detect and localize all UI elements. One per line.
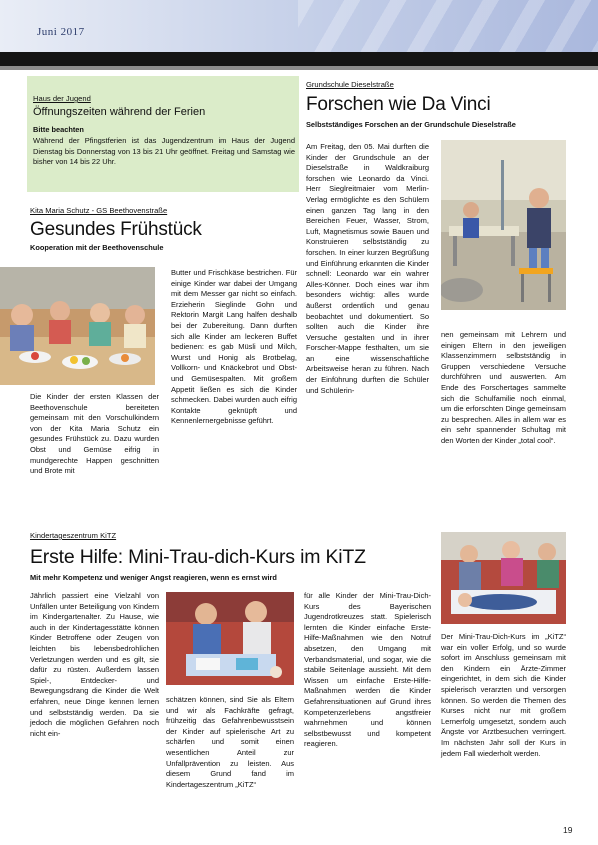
science-class-photo xyxy=(441,140,566,310)
header-grey-band xyxy=(0,66,598,70)
info-title: Öffnungszeiten während der Ferien xyxy=(33,106,206,118)
erstehilfe-col-4: Der Mini-Trau-Dich-Kurs im „KiTZ“ war ein voller Erfolg, und so wurde sofort im Anschluss gemeinsam mit den Kindern ein Ärzte-Zimmer eingerichtet, in dem sich die Kinder spielerisch verarzten und versorgen können. So werden die Themen des Kurses nicht nur mit großem Lernerfolg umgesetzt, sondern auch Ängste vor Arztbesuchen verringert. Im nächsten Jahr soll der Kurs in jedem Fall wiederholt werden. xyxy=(441,632,566,758)
fruehstueck-title: Gesundes Frühstück xyxy=(30,219,202,240)
first-aid-photo-2 xyxy=(441,532,566,624)
fruehstueck-col-1: Die Kinder der ersten Klassen der Beethovenschule bereiteten gemeinsam mit den Vorschulkindern von der Kita Maria Schutz ein gesundes Frühstück zu. Dazu wurden Obst und Gemüse eifrig in mundgerechte Happen geschnitten und Brote mit xyxy=(30,392,159,476)
first-aid-photo-1 xyxy=(166,592,294,685)
header-black-band xyxy=(0,52,598,66)
davinci-col-1: Am Freitag, den 05. Mai durften die Kinder der Grundschule an der Dieselstraße in Waldkraiburg forschen wie Leonardo da Vinci. Herr Sieglreitmaier vom Merlin-Verlag ermöglichte es den Schülern einen ganzen Tag lang in den Bereichen Feuer, Wasser, Strom, Luft, Magnetismus sowie Bauen und Konstruieren selbstständig zu forschen. In einer kurzen Begrüßung und Einführung erkannten die Kinder schnell: Leonardo war ein wahrer Alles-Könner. Doch eines war ihm besonders wichtig: alles wurde äußerst ordentlich und genau beobachtet und dokumentiert. So sollten auch die Kinder ihre Versuche gestalten und in ihrer Forscher-Mappe festhalten, um sie an eine wissenschaftliche Arbeitsweise heran zu führen. Nach der Einführung durften die Schüler und Schülerin- xyxy=(306,142,429,395)
fruehstueck-kicker: Kita Maria Schutz - GS Beethovenstraße xyxy=(30,206,168,215)
issue-date: Juni 2017 xyxy=(37,26,85,38)
page-number: 19 xyxy=(563,825,573,835)
fruehstueck-subtitle: Kooperation mit der Beethovenschule xyxy=(30,243,164,252)
info-subtitle: Bitte beachten xyxy=(33,125,84,134)
info-kicker: Haus der Jugend xyxy=(33,94,91,103)
erstehilfe-col-1: Jährlich passiert eine Vielzahl von Unfällen unter Beteiligung von Kindern im Kindergartenalter. Zu Hause, wie auch in der Kindertagesstätte können Kinder Betroffene oder Zeugen von leichten bis lebensbedrohlichen Verletzungen werden und es gilt, sie dafür zu rüsten. Außerdem lassen Spiel-, Entdecker- und Bewegungsdrang die Kinder die Welt erfahren, neue Dinge kennen lernen und selbstständig werden. Da sie jedoch die möglichen Gefahren noch nicht ein- xyxy=(30,591,159,738)
erstehilfe-title: Erste Hilfe: Mini-Trau-dich-Kurs im KiTZ xyxy=(30,546,366,568)
info-body: Während der Pfingstferien ist das Jugendzentrum im Haus der Jugend Dienstag bis Donnerstag von 13 bis 21 Uhr geöffnet. Freitag und Samstag wie bisher von 14 bis 22 Uhr. xyxy=(33,136,295,167)
davinci-subtitle: Selbstständiges Forschen an der Grundschule Dieselstraße xyxy=(306,120,516,129)
breakfast-photo xyxy=(0,267,155,385)
header-decoration xyxy=(298,0,598,52)
erstehilfe-subtitle: Mit mehr Kompetenz und weniger Angst reagieren, wenn es ernst wird xyxy=(30,573,277,582)
fruehstueck-col-2: Butter und Frischkäse bestrichen. Für einige Kinder war dabei der Umgang mit dem Messer gar nicht so einfach. Erzieherin Sieglinde Gohn und Rektorin Margit Lang halfen deshalb bei der Zubereitung. Dann durften sich alle Kinder am leckeren Buffet bedienen: es gab Müsli und Milch, Wurst und Honig als Brotbelag, Vollkorn- und Knäckebrot und Obst- und Gemüsespalten. Mit großem Appetit ließen es sich die Kinder schmecken. Dabei wurden auch eifrig Kontakte geknüpft und Kennenlernergebnisse geführt. xyxy=(171,268,297,426)
erstehilfe-col-2: schätzen können, sind Sie als Eltern und wir als Fachkräfte gefragt, frühzeitig das Gefahrenbewusstsein der Kinder auf spielerische Art zu schärfen und somit einen wesentlichen Anteil zur Unfallprävention zu leisten. Aus diesem Grund fand im Kindertageszentrum „KiTZ“ xyxy=(166,695,294,789)
davinci-kicker: Grundschule Dieselstraße xyxy=(306,80,394,89)
erstehilfe-col-3: für alle Kinder der Mini-Trau-Dich-Kurs des Bayerischen Jugendrotkreuzes statt. Spielerisch lernten die Kinder einfache Erste-Hilfe-Maßnahmen wie den Notruf absetzen, den Umgang mit Verbandsmaterial, und sogar, wie die stabile Seitenlage aussieht. Mit dem Wissen um einfache Erste-Hilfe-Maßnahmen werden die Kinder Gefahrensituationen auf Grund ihres Kompetenzerlebens angstfreier wahrnehmen und können selbstbewusst und kompetent reagieren. xyxy=(304,591,431,749)
erstehilfe-kicker: Kindertageszentrum KiTZ xyxy=(30,531,117,540)
page-header xyxy=(0,0,598,52)
davinci-title: Forschen wie Da Vinci xyxy=(306,94,491,115)
davinci-col-2: nen gemeinsam mit Lehrern und einigen Eltern in den jeweiligen Klassenzimmern selbstständig in Gruppen verschiedene Versuche durchführen und auswerten. Am Ende des Forschertages sammelte sich die Schulfamilie noch einmal, um die erforschten Dinge gemeinsam zu besprechen. Alles in allem war es ein sehr spannender Schultag mit den Worten der Kinder „total cool“. xyxy=(441,330,566,445)
